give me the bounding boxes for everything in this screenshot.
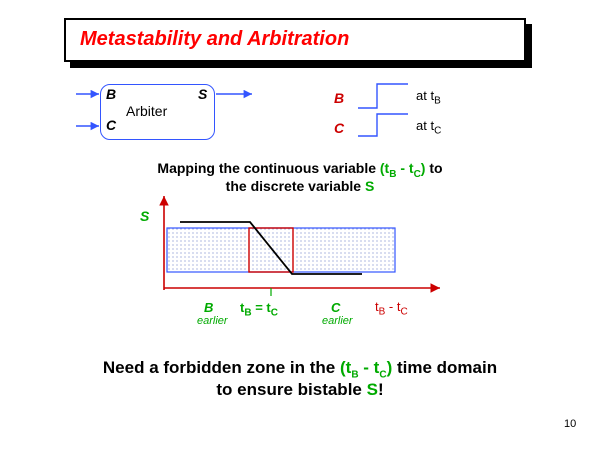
graph-forbidden-band	[167, 228, 395, 272]
conclusion-var-sub2: C	[379, 369, 387, 381]
graph-tick-b-earlier-sub: earlier	[197, 315, 228, 327]
mapping-var-mid: - t	[396, 160, 414, 176]
waveform-c-label: C	[334, 120, 345, 136]
mapping-var-close: )	[420, 160, 426, 176]
graph-tick-c-earlier-sub: earlier	[322, 315, 353, 327]
graph-x-axis-label	[375, 299, 408, 318]
arbiter-input-c-label: C	[106, 117, 117, 133]
mapping-var-sub2: C	[413, 168, 421, 180]
graph-axes	[164, 196, 440, 290]
graph-x-axis-sub1: B	[378, 306, 386, 318]
waveform-c-step	[358, 114, 408, 136]
waveform-c-caption	[416, 118, 441, 137]
arbiter-input-b-label: B	[106, 86, 117, 102]
conclusion-var-close: )	[386, 358, 393, 377]
conclusion-line2-s: S	[366, 380, 378, 399]
waveform-c-caption-prefix: at t	[416, 118, 435, 133]
mapping-caption-line1-a: Mapping the continuous variable	[157, 160, 380, 176]
mapping-caption-line1-b: to	[425, 160, 443, 176]
mapping-caption-line2-a: the discrete variable	[225, 178, 365, 194]
graph-tick-equal-sub2: C	[270, 307, 278, 319]
conclusion-line2	[216, 380, 383, 400]
graph-metastable-window	[249, 228, 293, 272]
arbiter-output-s-label: S	[198, 86, 208, 102]
page-number: 10	[564, 418, 577, 430]
mapping-caption-line1	[157, 160, 442, 180]
waveform-b-step	[358, 84, 408, 108]
title-box	[64, 18, 526, 62]
graph-tick-equal	[240, 300, 278, 319]
graph-tick-c-earlier-main: C	[331, 300, 341, 315]
graph-transfer-curve	[180, 222, 362, 274]
mapping-caption-line2-s: S	[364, 178, 375, 194]
conclusion-line2-bang: !	[377, 380, 384, 399]
graph-tick-equal-sub1: B	[244, 307, 252, 319]
conclusion-line1-b: time domain	[392, 358, 498, 377]
graph-x-axis-mid: - t	[385, 299, 401, 314]
graph-tick-equal-t: t	[240, 300, 245, 315]
graph-y-axis-label: S	[140, 208, 150, 224]
conclusion-var	[339, 358, 393, 381]
conclusion-line1	[103, 358, 497, 380]
graph-x-axis-sub2: C	[400, 306, 408, 318]
conclusion-line2-a: to ensure bistable	[216, 380, 367, 399]
waveform-b-caption-prefix: at t	[416, 88, 435, 103]
waveform-c-caption-sub: C	[434, 125, 442, 137]
waveform-b-label: B	[334, 90, 345, 106]
arbiter-block-label: Arbiter	[126, 103, 168, 119]
mapping-var-open: (t	[379, 160, 390, 176]
waveform-b-caption-sub: B	[434, 95, 441, 107]
conclusion-line1-a: Need a forbidden zone in the	[102, 358, 340, 377]
graph-tick-b-earlier-main: B	[204, 300, 214, 315]
conclusion-var-mid: - t	[358, 358, 380, 377]
mapping-caption-line2	[226, 178, 375, 194]
mapping-var-sub1: B	[389, 168, 397, 180]
graph-x-axis-prefix: t	[375, 299, 379, 314]
page-title: Metastability and Arbitration	[80, 28, 350, 50]
mapping-caption-var	[379, 160, 426, 180]
conclusion-var-sub1: B	[351, 369, 359, 381]
waveform-b-caption	[416, 88, 441, 107]
graph-tick-equal-mid: = t	[251, 300, 271, 315]
conclusion-var-open: (t	[339, 358, 352, 377]
